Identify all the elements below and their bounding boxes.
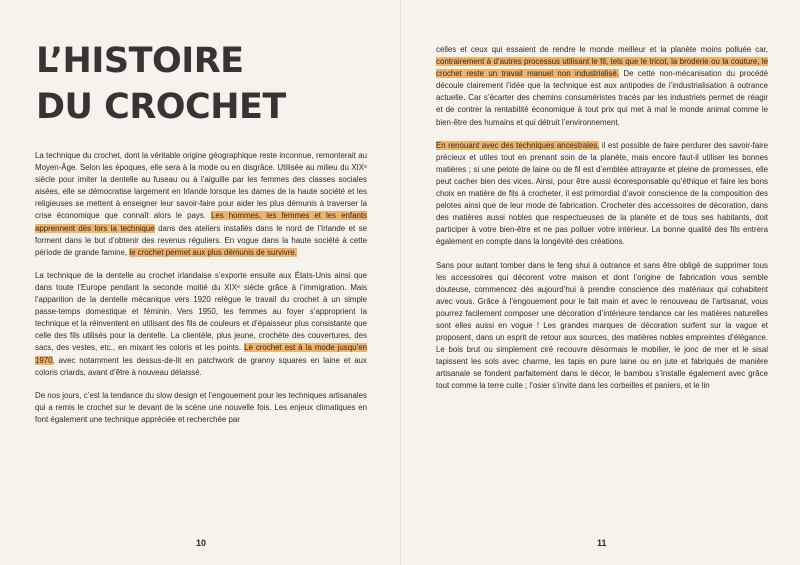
highlighted-text: le crochet permet aux plus démunis de survivre. (129, 247, 297, 257)
highlighted-text: En renouant avec des techniques ancestrales, (436, 140, 600, 150)
right-paragraph-3: Sans pour autant tomber dans le feng shui à outrance et sans être obligé de supprimer tous les accessoires qui décorent votre maison et dont l’origine de fabrication vous semble douteuse, commencez dès aujourd’hui à prendre conscience des matériaux qui cohabitent avec vous. Grâce à l’engouement pour le fait main et avec le renouveau de l’artisanat, vous pourrez facilement composer une décoration d’intérieure tendance car les matières naturelles sont elles aussi en vogue ! Les grandes marques de décoration surfent sur la vague et proposent, dans un esprit de retour aux sources, des matières nobles empreintes d’élégance. Le bois brut ou simplement ciré recouvre désormais le mobilier, le jonc de mer et le sisal tapissent les sols avec charme, les tapis en pure laine ou en jute et fabriqués de manière artisanale se fondent parfaitement dans le décor, le bambou s’installe également avec grâce tout comme la terre cuite ; l’osier s’invite dans les corbeilles et paniers, et le lin (436, 260, 768, 391)
title-line-1: L’HISTOIRE (36, 41, 244, 81)
text-run: il est possible de faire perdurer des savoir-faire précieux et utiles tout en prenant soin de la planète, mais encore faut-il utiliser les bonnes matières ; si une pelote de laine ou de fil est d’emblée attrayante et pleine de promesses, elle peut cacher bien des vices. Ainsi, pour être aussi écoresponsable qu’éthique et faire les bons choix en matière de fils à crocheter, il est primordial d’avoir conscience de la composition des pelotes ainsi que de leur mode de fabrication. Crocheter des accessoires de décoration, dans des matières aussi nobles que respectueuses de la planète et de tous ses habitants, doit participer à votre bien-être et ne pas polluer votre intérieur. La bonne qualité des fils entrera également en compte dans la longévité des créations. (436, 140, 768, 247)
highlighted-text: contrairement à d’autres processus utilisant le fil, tels que le tricot, la broderie ou la couture, le crochet reste un travail manuel non industrialisé. (436, 57, 768, 79)
text-run: dans des ateliers installés dans le nord de l’Irlande et se forment dans le but d’obtenir des revenus réguliers. En vogue dans la haute société à cette période de grande famine, (35, 223, 367, 257)
left-paragraph-1 (35, 150, 367, 259)
page-number-right: 11 (597, 538, 607, 548)
right-text-column (436, 44, 768, 404)
highlighted-text: Les hommes, les femmes et les enfants apprennent dès lors la technique (35, 211, 367, 233)
left-paragraph-3: De nos jours, c’est la tendance du slow design et l’engouement pour les techniques artisanales qui a remis le crochet sur le devant de la scène une nouvelle fois. Les enjeux climatiques en font également une technique appréciée et recherchée par (35, 390, 367, 424)
highlighted-text: Le crochet est à la mode jusqu’en 1970 (35, 343, 368, 365)
page-number-left: 10 (196, 538, 207, 548)
text-run: La technique du crochet, dont la véritable origine géographique reste inconnue, remonterait au Moyen-Âge. Selon les époques, elle sera à la mode ou en disgrâce. Utilisée au milieu du XIXᵉ siècle pour imiter la dentelle au fuseau ou à l’aiguille par les femmes des classes sociales aisées, elle se démocratise largement en Irlande lorsque les dames de la haute société et les religieuses se mettent à enseigner leur savoir-faire pour aider les plus démunis à traverser la crise économique que connaît alors le pays. (35, 151, 367, 221)
text-run: celles et ceux qui essaient de rendre le monde meilleur et la planète moins polluée car, (436, 45, 768, 54)
title-line-2: DU CROCHET (36, 87, 286, 127)
text-run: De cette non-mécanisation du procédé découle clairement l’idée que la technique est aux antipodes de l’industrialisation à outrance actuelle. Car s’écarter des chemins consuméristes tracés par les industriels permet de réagir et de contrer la rentabilité économique à tout prix qui met à mal le monde animal comme le bien-être des humains et qui détruit l’environnement. (436, 69, 768, 127)
left-paragraph-2 (35, 270, 367, 379)
text-run: , avec notamment les dessus-de-lit en patchwork de granny squares en laine et aux coloris criards, avant d’être à nouveau délaissé. (35, 355, 367, 377)
left-text-column (35, 150, 367, 437)
text-run: La technique de la dentelle au crochet irlandaise s’exporte ensuite aux États-Unis ainsi que dans toute l’Europe pendant la seconde moitié du XIXᵉ siècle grâce à l’immigration. Mais l’apparition de la dentelle mécanique vers 1920 relègue le travail du crochet à un simple passe-temps domestique et féminin. Vers 1950, les femmes au foyer s’approprient la technique et la réinventent en utilisant des fils de couleurs et d’épaisseur plus consistante que celle des fils utilisés pour la dentelle. La clientèle, plus jeune, crochète des couvertures, des sacs, des vestes, etc., en mixant les coloris et les points. (35, 270, 367, 353)
right-paragraph-1 (436, 44, 768, 129)
right-paragraph-2 (436, 140, 768, 249)
right-page (400, 0, 800, 565)
chapter-title (36, 38, 286, 130)
